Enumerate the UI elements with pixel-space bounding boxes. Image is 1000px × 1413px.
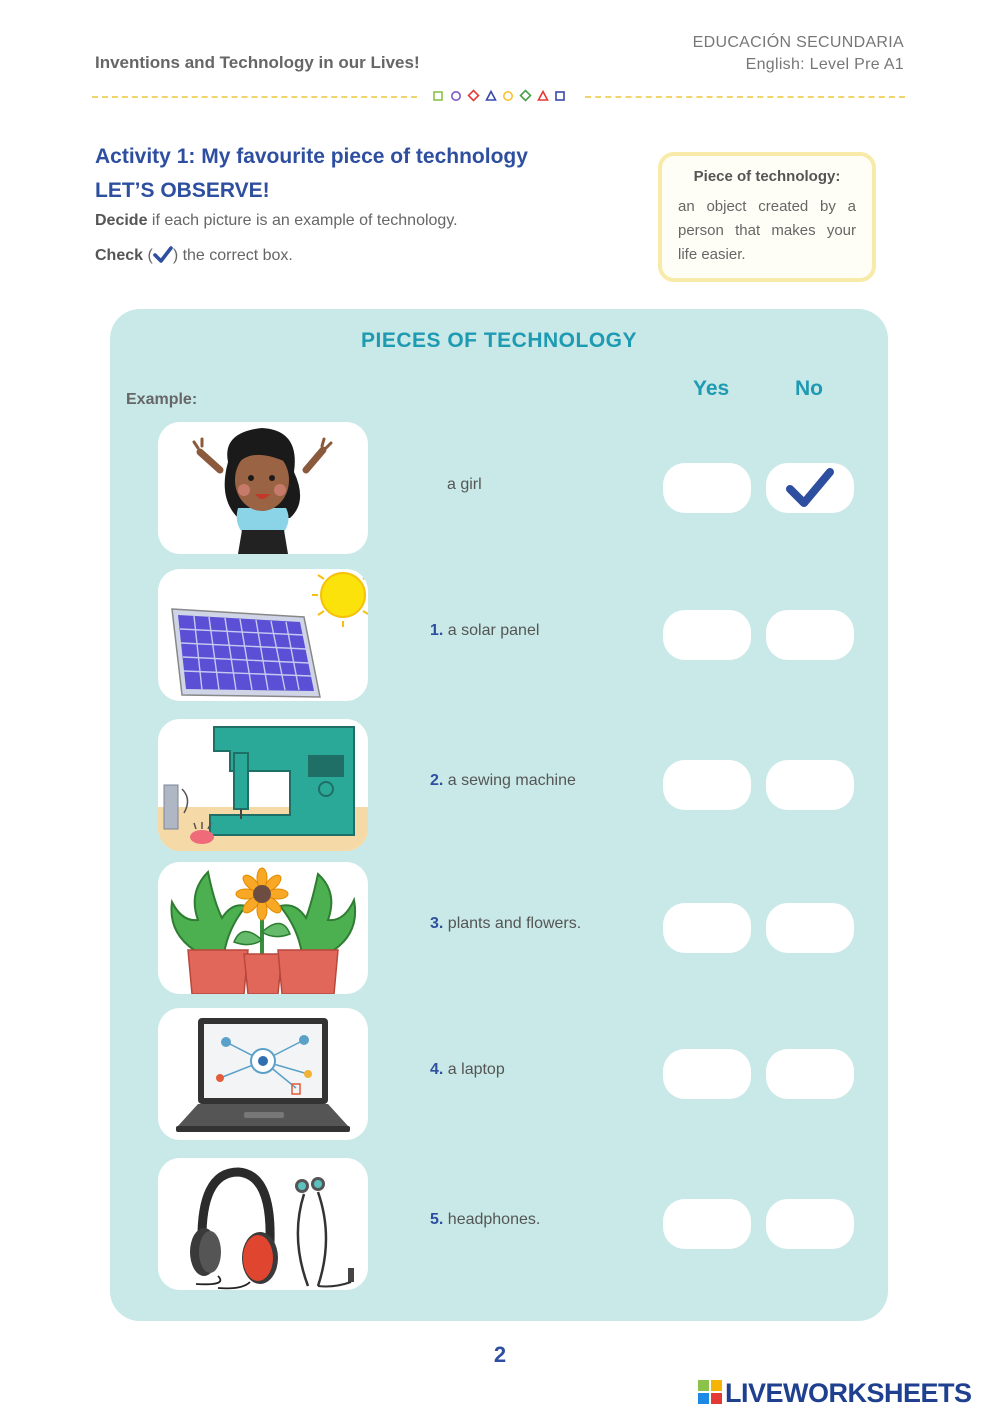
brand-name: LIVEWORKSHEETS: [725, 1378, 972, 1408]
row-number: 2.: [430, 772, 444, 789]
decorative-shapes-icon: [432, 89, 568, 103]
no-box-girl[interactable]: [766, 463, 854, 513]
column-no-header: No: [795, 377, 823, 400]
yes-box-headphones[interactable]: [663, 1199, 751, 1249]
row-number: 3.: [430, 915, 444, 932]
girl-picture: [158, 422, 368, 554]
row-text: a laptop: [443, 1061, 505, 1078]
panel-title: PIECES OF TECHNOLOGY: [360, 329, 638, 352]
no-box-headphones[interactable]: [766, 1199, 854, 1249]
definition-text: an object created by a person that makes your life easier.: [678, 198, 856, 263]
row-text: headphones.: [443, 1211, 541, 1228]
solar-panel-picture: [158, 569, 368, 701]
definition-term: Piece of technology:: [693, 168, 841, 185]
page-number: 2: [493, 1342, 507, 1367]
row-label-headphones: [430, 1211, 540, 1229]
instruction-check-text: ) the correct box.: [172, 247, 293, 264]
activity-subtitle: LET’S OBSERVE!: [95, 179, 270, 202]
activity-heading: [95, 140, 528, 208]
activity-title: Activity 1: My favourite piece of technology: [95, 145, 528, 168]
row-number: 5.: [430, 1211, 444, 1228]
instruction-check: [95, 246, 293, 265]
no-box-plants[interactable]: [766, 903, 854, 953]
sewing-machine-picture: [158, 719, 368, 851]
row-text: a sewing machine: [443, 772, 576, 789]
checkmark-icon: [153, 246, 173, 263]
row-number: 1.: [430, 622, 444, 639]
row-label-laptop: [430, 1061, 505, 1079]
row-label-girl: [447, 476, 482, 494]
header-title: Inventions and Technology in our Lives!: [95, 53, 420, 72]
plants-picture: [158, 862, 368, 994]
row-text: a solar panel: [443, 622, 540, 639]
row-label-solar-panel: [430, 622, 539, 640]
instruction-check-bold: Check: [95, 247, 144, 264]
yes-box-solar-panel[interactable]: [663, 610, 751, 660]
instruction-decide-text: if each picture is an example of technology.: [147, 212, 458, 229]
instruction-decide-bold: Decide: [95, 212, 148, 229]
level-info: [693, 32, 904, 76]
row-text: plants and flowers.: [443, 915, 582, 932]
row-number: 4.: [430, 1061, 444, 1078]
yes-box-sewing-machine[interactable]: [663, 760, 751, 810]
yes-box-girl[interactable]: [663, 463, 751, 513]
level-line-1: EDUCACIÓN SECUNDARIA: [692, 34, 904, 51]
example-label: Example:: [126, 391, 198, 408]
yes-box-laptop[interactable]: [663, 1049, 751, 1099]
header-divider-right: [585, 96, 905, 98]
liveworksheets-logo-icon: [698, 1380, 722, 1404]
no-box-sewing-machine[interactable]: [766, 760, 854, 810]
yes-box-plants[interactable]: [663, 903, 751, 953]
instruction-decide: [95, 212, 458, 230]
checkmark-icon: [785, 467, 835, 509]
laptop-picture: [158, 1008, 368, 1140]
level-line-2: English: Level Pre A1: [745, 56, 904, 73]
instruction-check-open: (: [143, 247, 153, 264]
column-yes-header: Yes: [693, 377, 730, 400]
row-label-sewing-machine: [430, 772, 576, 790]
row-label-plants: [430, 915, 581, 933]
definition-box: [658, 152, 876, 282]
no-box-laptop[interactable]: [766, 1049, 854, 1099]
header-divider-left: [92, 96, 417, 98]
headphones-picture: [158, 1158, 368, 1290]
row-text: a girl: [447, 476, 482, 493]
no-box-solar-panel[interactable]: [766, 610, 854, 660]
